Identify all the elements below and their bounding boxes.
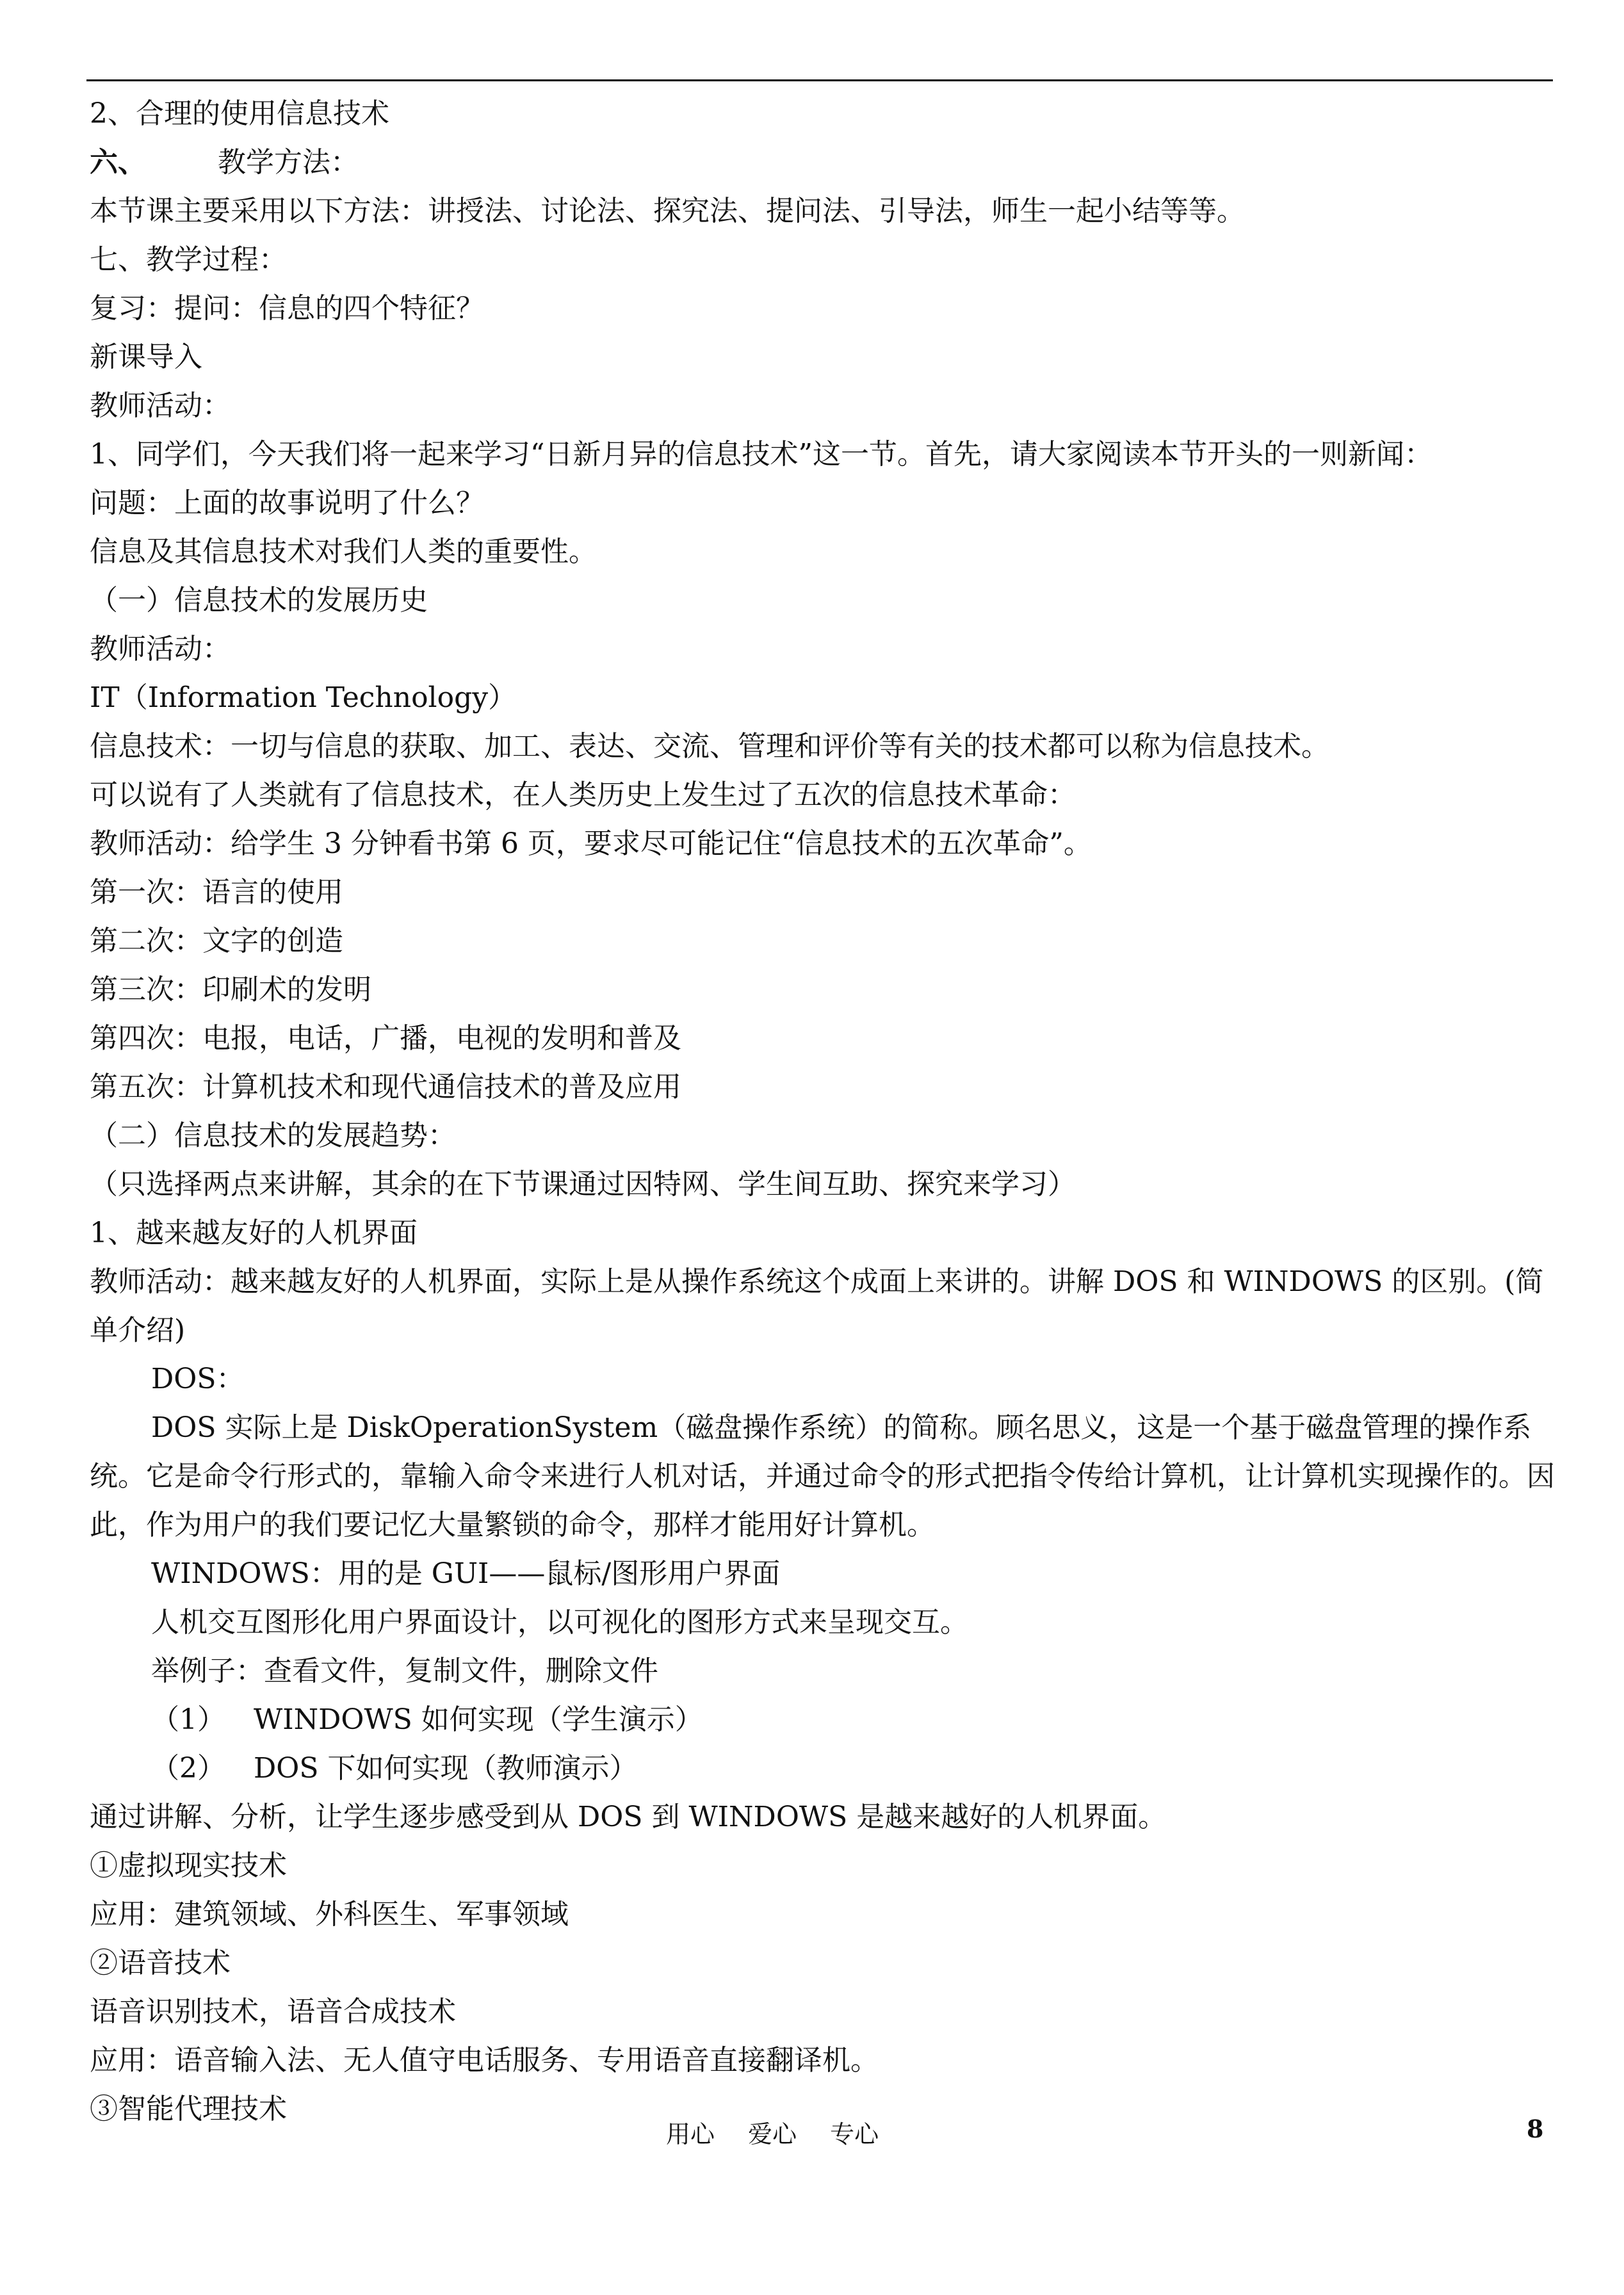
text-line: 可以说有了人类就有了信息技术，在人类历史上发生过了五次的信息技术革命：: [90, 779, 1076, 811]
text-line: ③智能代理技术: [90, 2093, 287, 2125]
paragraph: 1、同学们，今天我们将一起来学习“日新月异的信息技术”这一节。首先，请大家阅读本节开头的一则新闻：: [90, 438, 1433, 471]
text-line: 教师活动：给学生 3 分钟看书第 6 页，要求尽可能记住“信息技术的五次革命”。: [90, 827, 1092, 860]
section-number: 六、: [90, 146, 146, 179]
text-line: 第四次：电报，电话，广播，电视的发明和普及: [90, 1022, 681, 1055]
list-text: WINDOWS 如何实现（学生演示）: [254, 1703, 703, 1736]
text-line: 语音识别技术，语音合成技术: [90, 1995, 456, 2028]
list-number: （2）: [151, 1752, 225, 1785]
header-rule: [86, 79, 1553, 81]
paragraph: DOS 实际上是 DiskOperationSystem（磁盘操作系统）的简称。顾名思义，这是一个基于磁盘管理的操作系统。它是命令行形式的，靠输入命令来进行人机对话，并通过命令的形式把指令传给计算机，让计算机实现操作的。因此，作为用户的我们要记忆大量繁锁的命令，那样才能用好计算机。: [90, 1411, 1555, 1541]
text-line: ①虚拟现实技术: [90, 1849, 287, 1882]
text-line: （一）信息技术的发展历史: [90, 584, 428, 617]
text-line: （只选择两点来讲解，其余的在下节课通过因特网、学生间互助、探究来学习）: [90, 1168, 1076, 1201]
section-heading: [90, 138, 1556, 187]
text-line: 第二次：文字的创造: [90, 925, 343, 957]
text-line: 第三次：印刷术的发明: [90, 973, 371, 1006]
text-line: 第五次：计算机技术和现代通信技术的普及应用: [90, 1071, 681, 1103]
text-line: DOS：: [151, 1363, 245, 1395]
paragraph: 教师活动：越来越友好的人机界面，实际上是从操作系统这个成面上来讲的。讲解 DOS 和 WINDOWS 的区别。(简单介绍): [90, 1265, 1544, 1347]
text-line: 问题：上面的故事说明了什么？: [90, 487, 484, 519]
document-body: [90, 90, 1556, 2134]
text-line: 信息及其信息技术对我们人类的重要性。: [90, 535, 597, 568]
page-number: 8: [1527, 2114, 1544, 2143]
text-line: 人机交互图形化用户界面设计，以可视化的图形方式来呈现交互。: [151, 1606, 968, 1639]
text-line: 1、越来越友好的人机界面: [90, 1217, 418, 1249]
text-line: 本节课主要采用以下方法：讲授法、讨论法、探究法、提问法、引导法，师生一起小结等等。: [90, 195, 1245, 227]
text-line: 2、合理的使用信息技术: [90, 97, 389, 130]
text-line: 举例子：查看文件，复制文件，删除文件: [151, 1655, 658, 1687]
text-line: 教师活动：: [90, 633, 231, 665]
text-line: 教师活动：: [90, 389, 231, 422]
text-line: 复习：提问：信息的四个特征？: [90, 292, 484, 325]
text-line: （二）信息技术的发展趋势：: [90, 1119, 456, 1152]
text-line: 第一次：语言的使用: [90, 876, 343, 909]
text-line: WINDOWS：用的是 GUI——鼠标/图形用户界面: [151, 1557, 781, 1590]
footer-motto: 用心 爱心 专心: [666, 2120, 879, 2148]
list-number: （1）: [151, 1703, 225, 1736]
text-line: 应用：语音输入法、无人值守电话服务、专用语音直接翻译机。: [90, 2044, 879, 2077]
list-item: [90, 1744, 1556, 1793]
list-item: [90, 1696, 1556, 1744]
text-line: 七、教学过程：: [90, 243, 287, 276]
list-text: DOS 下如何实现（教师演示）: [254, 1752, 638, 1785]
text-line: 信息技术：一切与信息的获取、加工、表达、交流、管理和评价等有关的技术都可以称为信息技术。: [90, 730, 1329, 763]
text-line: 新课导入: [90, 341, 202, 373]
text-line: ②语音技术: [90, 1947, 231, 1979]
text-line: 应用：建筑领域、外科医生、军事领域: [90, 1898, 569, 1931]
page-footer: [0, 2114, 1624, 2153]
text-line: 通过讲解、分析，让学生逐步感受到从 DOS 到 WINDOWS 是越来越好的人机界面。: [90, 1801, 1167, 1833]
section-title: 教学方法：: [218, 146, 359, 179]
text-line: IT（Information Technology）: [90, 681, 517, 714]
